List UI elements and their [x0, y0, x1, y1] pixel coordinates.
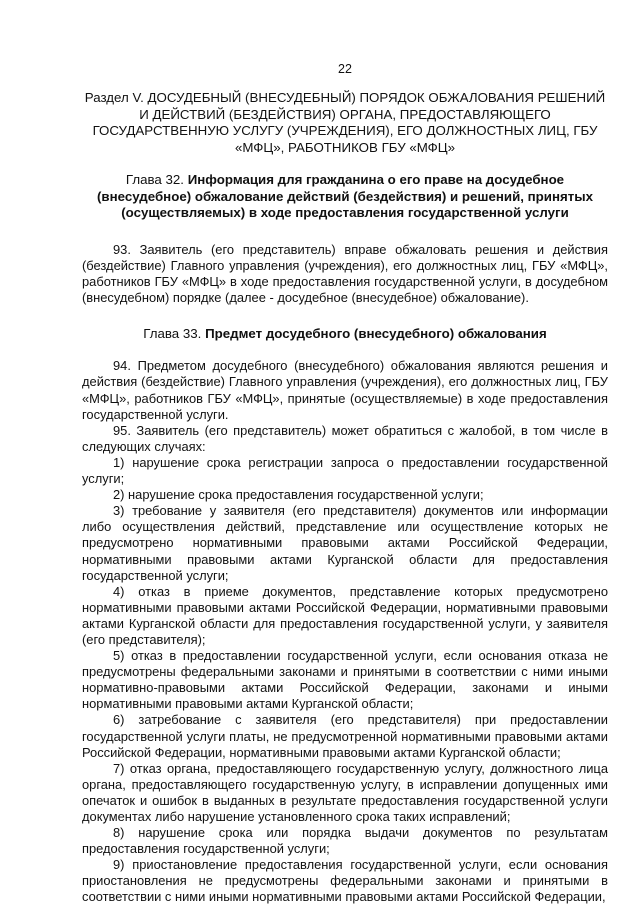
paragraph-95: 95. Заявитель (его представитель) может обратиться с жалобой, в том числе в следующих случаях:: [82, 422, 608, 454]
chapter-33-title: Предмет досудебного (внесудебного) обжалования: [205, 325, 547, 341]
chapter-33-prefix: Глава 33.: [143, 325, 202, 341]
list-item-9: 9) приостановление предоставления государственной услуги, если основания приостановления не предусмотрены федеральными законами и принятыми в соответствии с ними иными нормативными правовыми актами Российской Федерации,: [82, 857, 608, 905]
paragraph-93: 93. Заявитель (его представитель) вправе обжаловать решения и действия (бездействие) Главного управления (учреждения), его должностных лиц, ГБУ «МФЦ», работников ГБУ «МФЦ» в ходе предоставления государственной услуги, в досудебном (внесудебном) порядке (далее - досудебное (внесудебное) обжалование).: [82, 241, 608, 305]
chapter-32-title: Информация для гражданина о его праве на досудебное (внесудебное) обжалование действий (бездействия) и решений, принятых (осуществляемых) в ходе предоставления государственной услуги: [96, 172, 594, 220]
chapter-32-heading: [82, 172, 608, 222]
list-item-2: 2) нарушение срока предоставления государственной услуги;: [113, 487, 484, 503]
section-title: Раздел V. ДОСУДЕБНЫЙ (ВНЕСУДЕБНЫЙ) ПОРЯДОК ОБЖАЛОВАНИЯ РЕШЕНИЙ И ДЕЙСТВИЙ (БЕЗДЕЙСТВИЯ) ОРГАНА, ПРЕДОСТАВЛЯЮЩЕГО ГОСУДАРСТВЕННУЮ УСЛУГУ (УЧРЕЖДЕНИЯ), ЕГО ДОЛЖНОСТНЫХ ЛИЦ, ГБУ «МФЦ», РАБОТНИКОВ ГБУ «МФЦ»: [84, 90, 606, 155]
list-item-7: 7) отказ органа, предоставляющего государственную услугу, должностного лица органа, предоставляющего государственную услугу, в исправлении допущенных ими опечаток и ошибок в выданных в результате предоставления государственной услуги документах либо нарушение установленного срока таких исправлений;: [82, 760, 608, 824]
list-item-1: 1) нарушение срока регистрации запроса о предоставлении государственной услуги;: [82, 454, 608, 487]
list-item-3: 3) требование у заявителя (его представителя) документов или информации либо осуществления действий, представление или осуществление которых не предусмотрено нормативными правовыми актами Российской Федерации, нормативными правовыми актами Курганской области для предоставления государственной услуги;: [82, 503, 608, 583]
list-item-5: 5) отказ в предоставлении государственной услуги, если основания отказа не предусмотрены федеральными законами и принятыми в соответствии с ними иными нормативно-правовыми актами Российской Федерации, законами и иными нормативными правовыми актами Курганской области;: [82, 648, 608, 712]
chapter-32-prefix: Глава 32.: [125, 172, 184, 187]
paragraph-94: 94. Предметом досудебного (внесудебного) обжалования являются решения и действия (бездействие) Главного управления (учреждения), его должностных лиц, ГБУ «МФЦ», работников ГБУ «МФЦ», принятые (осуществляемые) в ходе предоставления государственной услуги.: [82, 358, 608, 422]
list-item-4: 4) отказ в приеме документов, представление которых предусмотрено нормативными правовыми актами Российской Федерации, нормативными правовыми актами Курганской области для предоставления государственной услуги, у заявителя (его представителя);: [82, 583, 608, 647]
chapter-33-heading: [82, 326, 608, 343]
list-item-8: 8) нарушение срока или порядка выдачи документов по результатам предоставления государственной услуги;: [82, 825, 608, 857]
page-number: 22: [338, 62, 352, 76]
list-item-6: 6) затребование с заявителя (его представителя) при предоставлении государственной услуги платы, не предусмотренной нормативными правовыми актами Российской Федерации, нормативными правовыми актами Курганской области;: [82, 712, 608, 760]
